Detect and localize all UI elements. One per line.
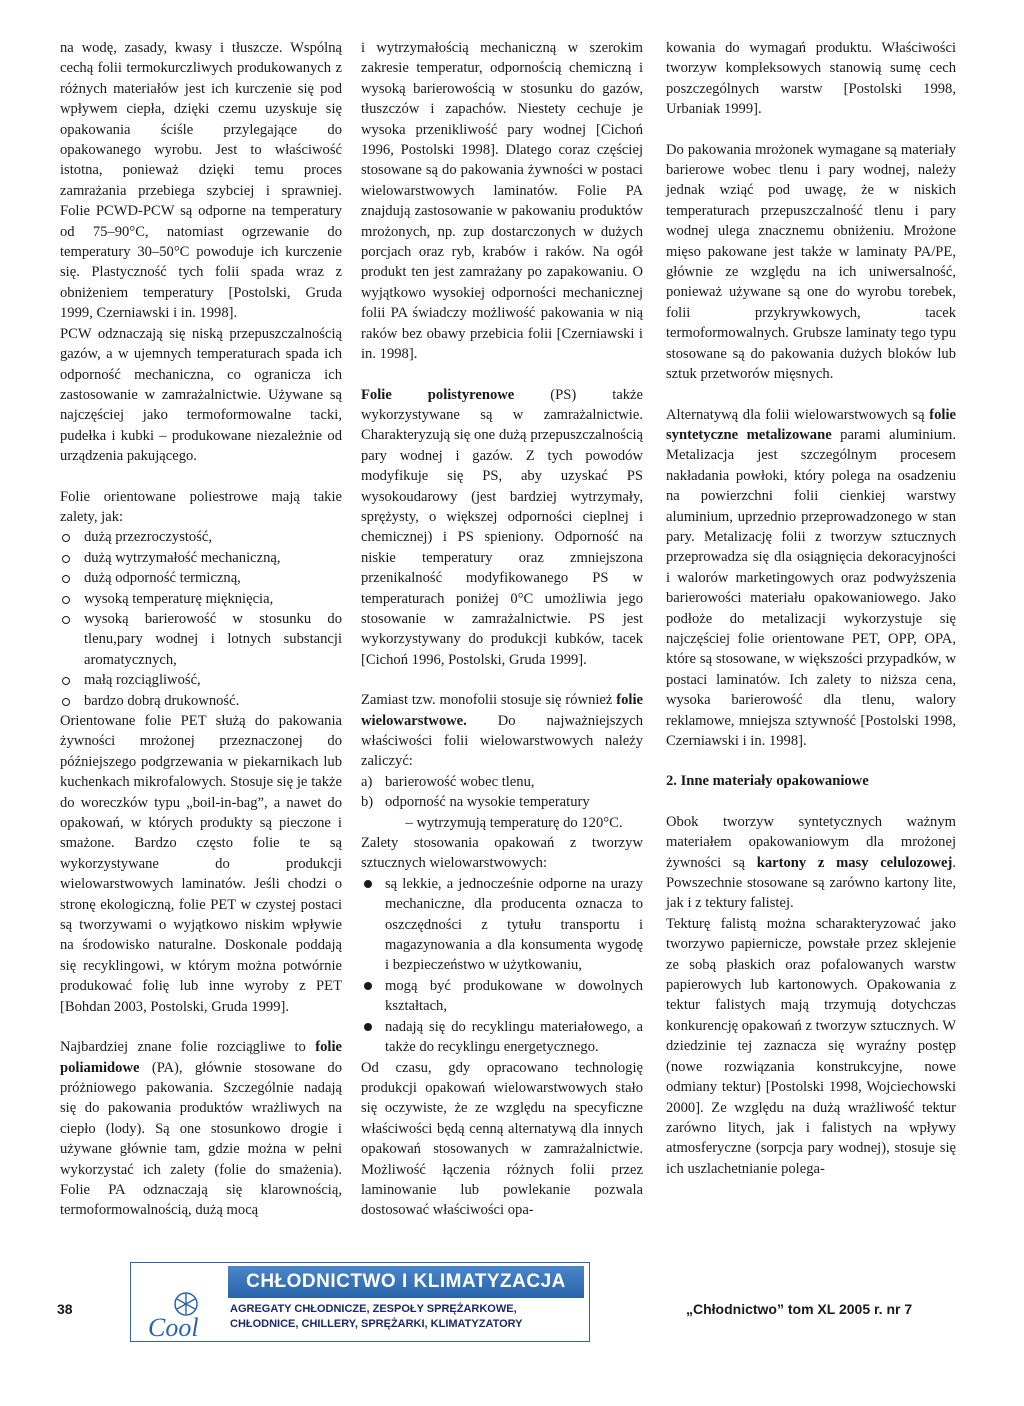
paragraph [666,812,956,914]
ad-line: AGREGATY CHŁODNICZE, ZESPOŁY SPRĘŻARKOWE, [230,1303,517,1315]
text-run: (PA), głównie stosowane do próżniowego pakowania. Szczególnie nadają się do pakowania produktów wrażliwych na ciepło (lody). Są one stosunkowo drogie i używane głównie tam, gdzie można w pełni wykorzystać ich zalety (folie do smażenia). Folie PA odznaczają się klarownością, termoformowalnością, dużą mocą [60,1059,342,1219]
paragraph: Zalety stosowania opakowań z tworzyw sztucznych wielowarstwowych: [361,835,643,872]
paragraph [361,690,643,772]
ad-title: CHŁODNICTWO I KLIMATYZACJA [228,1266,584,1298]
ad-line: CHŁODNICE, CHILLERY, SPRĘŻARKI, KLIMATYZATORY [230,1318,523,1330]
polyester-properties-list [60,527,342,711]
list-item [361,772,643,792]
ad-description [230,1302,523,1332]
section-heading: 2. Inne materiały opakowaniowe [666,773,869,790]
paragraph: Orientowane folie PET służą do pakowania żywności mrożonej przeznaczonej do późniejszego podgrzewania w piekarnikach lub kuchenkach mikrofalowych. Stosuje się je także do woreczków typu „boil-in-bag”, a nawet do opakowań, w których produkty są pieczone i smażone. Bardzo często folie te są wykorzystywane do produkcji wielowarstwowych laminatów. Jeśli chodzi o stronę ekologiczną, folie PET w czystej postaci są tworzywami o wyjątkowo niskim wpływie na środowisko naturalne. Doskonale poddają się recyklingowi, w którym można potwórnie produkować folię lub inne wyroby z PET [Bohdan 2003, Postolski, Gruda 1999]. [60,713,342,1015]
list-item: wysoką barierowość w stosunku do tlenu,pary wodnej i lotnych substancji aromatycznych, [60,609,342,670]
paragraph: Od czasu, gdy opracowano technologię produkcji opakowań wielowarstwowych stało się oczywiste, że ze względu na specyficzne właściwości będą cenną alternatywą dla innych opakowań stosowanych w zamrażalnictwie. Możliwość łączenia różnych folii przez laminowanie lub powlekanie pozwala dostosować właściwości opa- [361,1059,643,1219]
paragraph: Folie orientowane poliestrowe mają takie zalety, jak: [60,488,342,525]
list-item: mogą być produkowane w dowolnych kształtach, [361,976,643,1017]
paragraph [60,1037,342,1221]
bold-term: Folie polistyrenowe [361,386,515,403]
page-number: 38 [57,1301,73,1317]
multilayer-properties-list [361,772,643,813]
text-run: . Powszechnie stosowane są zarówno kartony lite, jak i z tektury falistej. [666,854,956,912]
advertisement [130,1262,590,1342]
paragraph: i wytrzymałością mechaniczną w szerokim zakresie temperatur, odpornością chemiczną i wysoką barierowością w stosunku do gazów, tłuszczów i zapachów. Niestety cechuje je wysoka przenikliwość pary wodnej [Cichoń 1996, Postolski 1998]. Dlatego coraz częściej stosowane są do pakowania żywności w postaci wielowarstwowych laminatów. Folie PA znajdują zastosowanie w pakowaniu produktów mrożonych, np. zup dostarczonych w dużych porcjach oraz ryb, krabów i raków. Na ogół produkt ten jest zamrażany po zapakowaniu. O wyjątkowo wysokiej odporności mechanicznej folii PA świadczy możliwość pakowania w nią raków bez obawy przebicia folii [Czerniawski i in. 1998]. [361,40,643,363]
paragraph: Do pakowania mrożonek wymagane są materiały barierowe wobec tlenu i pary wodnej, należy jednak wziąć pod uwagę, że w niskich temperaturach przepuszczalność tlenu i pary wodnej ulega znacznemu obniżeniu. Mrożone mięso pakowane jest także w laminaty PA/PE, głównie ze względu na ich uniwersalność, ponieważ używane są one do wyrobu torebek, folii przykrywkowych, tacek termoformowalnych. Grubsze laminaty tego typu stosowane są do pakowania dużych bloków lub sztuk przetworów mięsnych. [666,141,956,383]
paragraph: na wodę, zasady, kwasy i tłuszcze. Wspólną cechą folii termokurczliwych produkowanych z różnych materiałów jest ich kurczenie się pod wpływem ciepła, dzięki czemu uzyskuje się opakowania ściśle przylegające do opakowanego wyrobu. Jest to właściwość istotna, ponieważ dzięki temu proces zamrażania przebiega szybciej i sprawniej. Folie PCWD-PCW są odporne na temperatury od 75–90°C, natomiast ogrzewanie do temperatury 30–50°C powoduje ich kurczenie się. Plastyczność tych folii spada wraz z obniżeniem temperatury [Postolski, Gruda 1999, Czerniawski i in. 1998]. [60,40,342,322]
text-run: (PS) także wykorzystywane są w zamrażalnictwie. Charakteryzują się one dużą przepuszczalnością pary wodnej i gazów. Z tych powodów modyfikuje się PS, aby uzyskać PS wysokoudarowy (jest bardziej wytrzymały, sprężysty, o większej odporności cieplnej i chemicznej) i PS spieniony. Odporność na niskie temperatury oraz zmniejszona przenikalność modyfikowanego PS w temperaturach poniżej 0°C umożliwia jego stosowanie w zamrażalnictwie. PS jest wykorzystywany do produkcji kubków, tacek [Cichoń 1996, Postolski, Gruda 1999]. [361,386,643,668]
advantages-list [361,874,643,1058]
cool-logo-icon [140,1290,224,1342]
bold-term: folie syntetyczne metalizowane [666,406,956,443]
list-item: wysoką temperaturę mięknięcia, [60,589,342,609]
paragraph [361,385,643,671]
text-run: Obok tworzyw syntetycznych ważnym materiałem opakowaniowym dla mrożonej żywności są [666,813,956,871]
text-run: Najbardziej znane folie rozciągliwe to [60,1039,316,1056]
paragraph: PCW odznaczają się niską przepuszczalnością gazów, a w ujemnych temperaturach spada ich odporność mechaniczna, co ogranicza ich zastosowanie w zamrażalnictwie. Używane są najczęściej jako termoformowalne tacki, pudełka i kubki – produkowane niezależnie od urządzenia pakującego. [60,325,342,465]
list-item: małą rozciągliwość, [60,670,342,690]
list-label: b) [361,794,374,811]
list-item [361,792,643,812]
list-item: są lekkie, a jednocześnie odporne na urazy mechaniczne, dla producenta oznacza to oszczędności z tytułu transportu i magazynowania a dla konsumenta wygodę i bezpieczeństwo w użytkowaniu, [361,874,643,976]
column-1 [60,38,342,1221]
list-item: nadają się do recyklingu materiałowego, a także do recyklingu energetycznego. [361,1017,643,1058]
bold-term: folie poliamidowe [60,1039,342,1076]
list-item: dużą odporność termiczną, [60,568,342,588]
logo-text: Cool [148,1313,199,1342]
text-run: Do najważniejszych właściwości folii wielowarstwowych należy zaliczyć: [361,712,643,770]
text-run: Zamiast tzw. monofolii stosuje się również [361,692,617,709]
list-item: dużą przezroczystość, [60,527,342,547]
column-3 [666,38,956,1179]
list-item: bardzo dobrą drukowność. [60,691,342,711]
text-run: Alternatywą dla folii wielowarstwowych są [666,406,930,423]
paragraph: Tekturę falistą można scharakteryzować jako tworzywo papiernicze, powstałe przez sklejenie ze sobą płaskich oraz pofalowanych warstw papierowych lub kartonowych. Opakowania z tektur falistych mają trzymują dotychczas konkurencję opakowań z tworzyw sztucznych. W dziedzinie tej zaznacza się wyraźny postęp (nowe rozwiązania konstrukcyjne, nowe odmiany tektur) [Postolski 1998, Wojciechowski 2000]. Ze względu na dużą wrażliwość tektur zarówno litych, jak i falistych na wpływy atmosferyczne (sorpcja pary wodnej), stosuje się ich uszlachetnianie polega- [666,915,956,1177]
list-item: dużą wytrzymałość mechaniczną, [60,548,342,568]
column-2 [361,38,643,1221]
text-run: parami aluminium. Metalizacja jest szczególnym procesem nakładania powłoki, który polega na osadzeniu na powierzchni folii cienkiej warstwy aluminium, uprzednio przeprowadzonego w stan pary. Metalizację folii z tworzyw sztucznych przeprowadza się dla osiągnięcia dekoracyjności i walorów marketingowych oraz podwyższenia barierowości materiału opakowaniowego. Jako podłoże do metalizacji wykorzystuje się najczęściej folie orientowane PET, OPP, OPA, które są stosowane, w większości przypadków, w postaci laminatów. Ich zalety to niższa cena, wysoka barierowość dla tlenu, walory reklamowe, mniejsza sztywność [Postolski 1998, Czerniawski i in. 1998]. [666,426,957,749]
bold-term: kartony z masy celulozowej [756,854,953,871]
paragraph [666,405,956,752]
bold-term: folie wielowarstwowe. [361,692,643,729]
list-label: a) [361,773,373,790]
list-text: odporność na wysokie temperatury [385,794,590,811]
paragraph: kowania do wymagań produktu. Właściwości tworzyw kompleksowych stanowią sumę cech poszczególnych warstw [Postolski 1998, Urbaniak 1999]. [666,40,956,118]
list-continuation: – wytrzymują temperaturę do 120°C. [405,814,623,831]
list-text: barierowość wobec tlenu, [385,773,535,790]
journal-reference: „Chłodnictwo” tom XL 2005 r. nr 7 [686,1301,913,1317]
